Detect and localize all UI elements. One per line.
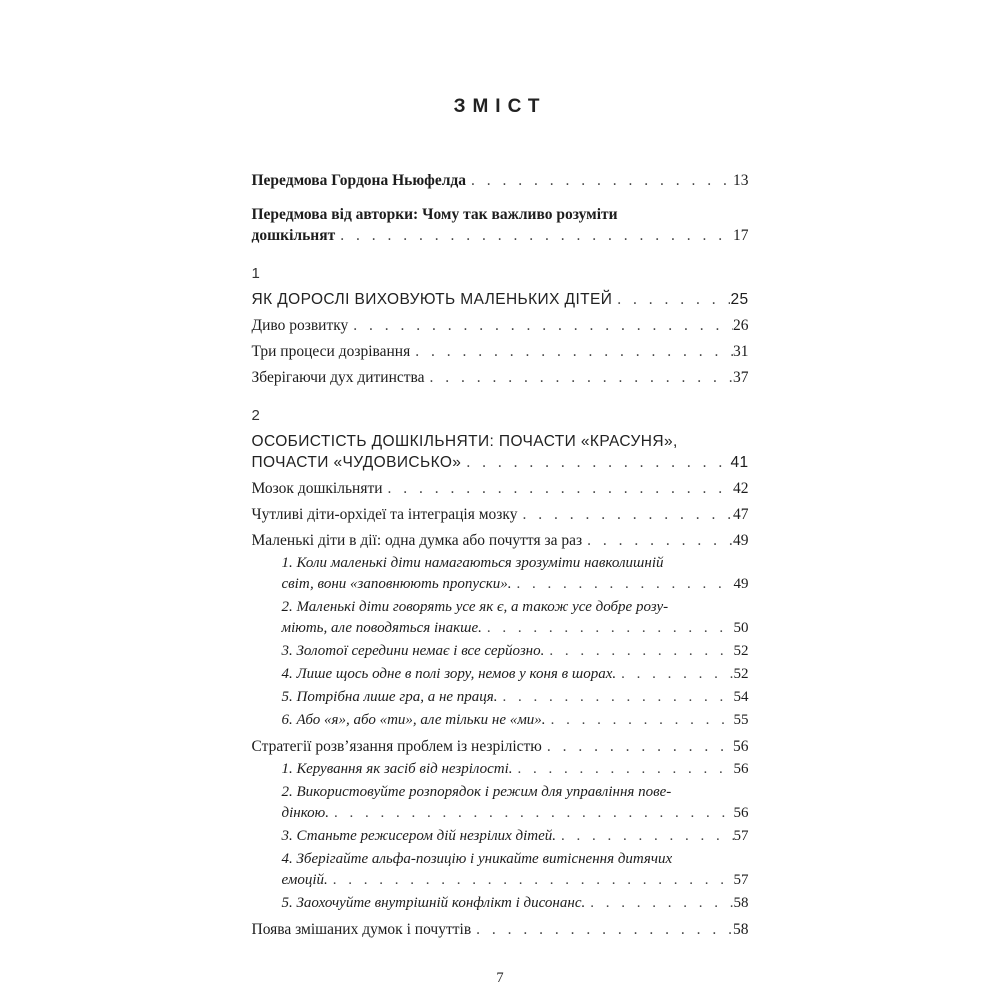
toc-entry-last-line — [252, 341, 749, 362]
toc-entry-last-line — [252, 225, 749, 246]
toc-entry-page: 37 — [733, 369, 749, 386]
toc-entry-line: 1. Коли маленькі діти намагаються зрозуміти навколишній — [281, 555, 664, 571]
toc-entry-page: 31 — [733, 343, 749, 360]
toc-entry-last-line — [252, 736, 749, 757]
toc-entry-page: 47 — [733, 506, 749, 523]
toc-entry-last-line — [252, 170, 749, 191]
toc-entry — [282, 553, 749, 595]
toc-entry-label: Три процеси дозрівання — [251, 343, 411, 360]
toc-entry-label: Чутливі діти-орхідеї та інтеграція мозку — [251, 506, 518, 523]
toc-list — [252, 170, 749, 940]
chapter-number — [252, 405, 749, 426]
toc-entry-label: Передмова Гордона Ньюфелда — [251, 172, 466, 189]
toc-entry-last-line — [252, 263, 749, 284]
toc-entry-label: ЯК ДОРОСЛІ ВИХОВУЮТЬ МАЛЕНЬКИХ ДІТЕЙ — [251, 291, 613, 308]
toc-entry-last-line — [282, 826, 749, 847]
toc-entry-label: Зберігаючи дух дитинства — [251, 369, 425, 386]
dot-leader — [410, 341, 733, 362]
toc-entry-label: 2 — [251, 407, 260, 424]
toc-entry — [252, 170, 749, 191]
dot-leader — [348, 315, 733, 336]
dot-leader — [585, 893, 733, 914]
toc-entry — [252, 341, 749, 362]
dot-leader — [425, 367, 733, 388]
toc-entry-line: Передмова від авторки: Чому так важливо розуміти — [251, 206, 618, 223]
toc-entry-last-line — [282, 664, 749, 685]
dot-leader — [461, 452, 730, 473]
toc-entry — [282, 826, 749, 847]
toc-entry-line: 2. Маленькі діти говорять усе як є, а також усе добре розу- — [281, 599, 669, 615]
toc-entry-line: 2. Використовуйте розпорядок і режим для управління пове- — [281, 784, 672, 800]
dot-leader — [556, 826, 733, 847]
toc-entry-label: 3. Золотої середини немає і все серйозно. — [281, 643, 545, 659]
toc-entry-last-line — [252, 315, 749, 336]
toc-entry-page: 25 — [730, 291, 749, 308]
dot-leader — [544, 641, 733, 662]
toc-entry-last-line — [282, 618, 749, 639]
dot-leader — [471, 919, 733, 940]
toc-entry-page: 58 — [733, 895, 749, 911]
toc-entry-last-line — [282, 687, 749, 708]
toc-entry-label: емоцій. — [281, 872, 328, 888]
toc-entry-page: 56 — [733, 761, 749, 777]
toc-entry-label: 5. Потрібна лише гра, а не праця. — [281, 689, 498, 705]
toc-entry-page: 41 — [730, 454, 749, 471]
page-number: 7 — [496, 970, 504, 986]
toc-entry-page: 54 — [733, 689, 749, 705]
toc-entry — [252, 367, 749, 388]
dot-leader — [328, 870, 734, 891]
toc-entry-last-line — [252, 367, 749, 388]
toc-entry-page: 57 — [733, 828, 749, 844]
toc-entry — [282, 687, 749, 708]
toc-entry — [282, 893, 749, 914]
toc-entry-label: 4. Лише щось одне в полі зору, немов у коня в шорах. — [281, 666, 617, 682]
dot-leader — [582, 530, 733, 551]
toc-entry-last-line — [252, 919, 749, 940]
page-title: ЗМІСТ — [453, 96, 547, 117]
toc-entry — [252, 315, 749, 336]
toc-entry-page: 49 — [733, 532, 749, 549]
toc-entry-last-line — [252, 405, 749, 426]
dot-leader — [546, 710, 734, 731]
toc-entry-page: 50 — [733, 620, 749, 636]
toc-entry-label: дінкою. — [281, 805, 329, 821]
toc-entry-page: 52 — [733, 666, 749, 682]
toc-entry — [252, 530, 749, 551]
toc-entry-last-line — [252, 452, 749, 473]
toc-entry — [252, 919, 749, 940]
dot-leader — [513, 759, 734, 780]
toc-entry-page: 52 — [733, 643, 749, 659]
dot-leader — [383, 478, 733, 499]
toc-entry-label: Мозок дошкільняти — [251, 480, 383, 497]
toc-entry-page: 58 — [733, 921, 749, 938]
toc-entry-page: 56 — [733, 738, 749, 755]
dot-leader — [482, 618, 734, 639]
dot-leader — [466, 170, 733, 191]
toc-entry — [252, 431, 749, 473]
dot-leader — [335, 225, 733, 246]
toc-entry-last-line — [252, 289, 749, 310]
toc-entry-page: 13 — [733, 172, 749, 189]
toc-entry-page: 17 — [733, 227, 749, 244]
dot-leader — [498, 687, 734, 708]
chapter-number — [252, 263, 749, 284]
toc-entry-label: ПОЧАСТИ «ЧУДОВИСЬКО» — [251, 454, 462, 471]
toc-entry-last-line — [282, 870, 749, 891]
toc-entry-label: Диво розвитку — [251, 317, 349, 334]
toc-entry-page: 55 — [733, 712, 749, 728]
toc-entry-label: світ, вони «заповнюють пропуски». — [281, 576, 512, 592]
toc-entry — [282, 664, 749, 685]
toc-entry-label: Поява змішаних думок і почуттів — [251, 921, 472, 938]
toc-entry-last-line — [252, 504, 749, 525]
toc-entry — [282, 849, 749, 891]
book-page — [252, 0, 749, 987]
dot-leader — [329, 803, 734, 824]
toc-entry — [252, 478, 749, 499]
toc-entry-line: ОСОБИСТІСТЬ ДОШКІЛЬНЯТИ: ПОЧАСТИ «КРАСУНЯ», — [251, 433, 678, 450]
toc-entry-last-line — [252, 478, 749, 499]
toc-entry-label: Маленькі діти в дії: одна думка або почуття за раз — [251, 532, 583, 549]
dot-leader — [542, 736, 733, 757]
toc-entry-page: 42 — [733, 480, 749, 497]
toc-entry-page: 57 — [733, 872, 749, 888]
toc-entry-last-line — [282, 710, 749, 731]
toc-entry-label: міють, але поводяться інакше. — [281, 620, 482, 636]
toc-entry-label: 5. Заохочуйте внутрішній конфлікт і дисонанс. — [281, 895, 586, 911]
toc-entry — [282, 710, 749, 731]
toc-entry-page: 56 — [733, 805, 749, 821]
toc-entry-last-line — [282, 803, 749, 824]
toc-entry-last-line — [282, 759, 749, 780]
toc-entry — [282, 597, 749, 639]
toc-entry-label: 1. Керування як засіб від незрілості. — [281, 761, 513, 777]
toc-entry-page: 49 — [733, 576, 749, 592]
dot-leader — [616, 664, 733, 685]
toc-entry-label: 1 — [251, 265, 260, 282]
dot-leader — [612, 289, 730, 310]
toc-entry — [252, 504, 749, 525]
toc-entry-last-line — [282, 641, 749, 662]
toc-entry — [252, 736, 749, 757]
dot-leader — [512, 574, 734, 595]
toc-entry-last-line — [282, 893, 749, 914]
toc-entry-label: 6. Або «я», або «ти», але тільки не «ми». — [281, 712, 546, 728]
toc-entry-last-line — [282, 574, 749, 595]
toc-entry — [282, 782, 749, 824]
toc-entry-line: 4. Зберігайте альфа-позицію і уникайте витіснення дитячих — [281, 851, 673, 867]
toc-entry — [282, 759, 749, 780]
toc-entry-last-line — [252, 530, 749, 551]
toc-entry-page: 26 — [733, 317, 749, 334]
toc-entry — [252, 289, 749, 310]
dot-leader — [517, 504, 733, 525]
toc-entry-label: дошкільнят — [251, 227, 336, 244]
toc-entry-label: Стратегії розв’язання проблем із незрілістю — [251, 738, 542, 755]
toc-entry — [252, 204, 749, 246]
toc-entry — [282, 641, 749, 662]
toc-entry-label: 3. Станьте режисером дій незрілих дітей. — [281, 828, 557, 844]
